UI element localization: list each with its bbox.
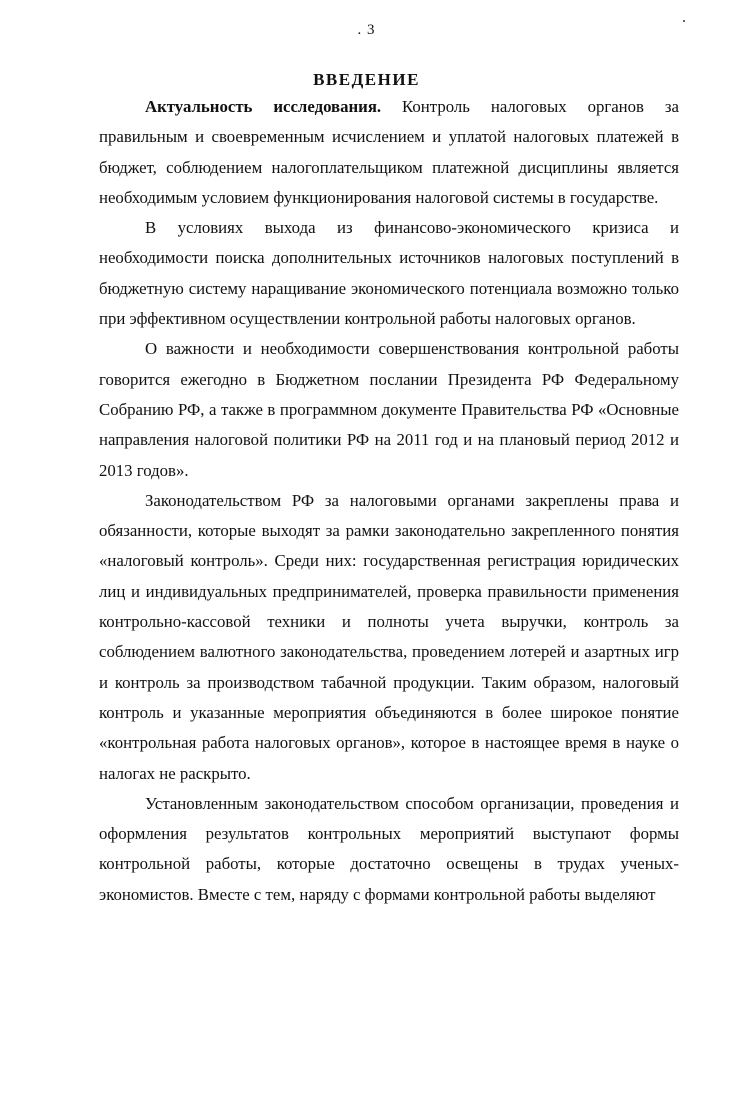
document-body — [99, 92, 679, 910]
paragraph-forms: Установленным законодательством способом организации, проведения и оформления результатов контрольных мероприятий выступают формы контрольной работы, которые достаточно освещены в трудах ученых-экономистов. Вместе с тем, наряду с формами контрольной работы выделяют — [99, 793, 679, 904]
paragraph-legislation: Законодательством РФ за налоговыми органами закреплены права и обязанности, которые выходят за рамки законодательно закрепленного понятия «налоговый контроль». Среди них: государственная регистрация юридических лиц и индивидуальных предпринимателей, проверка правильности применения контрольно-кассовой техники и полноты учета выручки, контроль за соблюдением валютного законодательства, проведением лотерей и азартных игр и контроль за производством табачной продукции. Таким образом, налоговый контроль и указанные мероприятия объединяются в более широкое понятие «контрольная работа налоговых органов», которое в настоящее время в науке о налогах не раскрыто. — [99, 490, 679, 783]
section-title: ВВЕДЕНИЕ — [313, 70, 420, 89]
paragraph-importance: О важности и необходимости совершенствования контрольной работы говорится ежегодно в Бюджетном послании Президента РФ Федеральному Собранию РФ, а также в программном документе Правительства РФ «Основные направления налоговой политики РФ на 2011 год и на плановый период 2012 и 2013 годов». — [99, 339, 679, 480]
paragraph-lead: Актуальность исследования. — [145, 97, 382, 116]
paragraph-text: Контроль налоговых органов за правильным и своевременным исчислением и уплатой налоговых платежей в бюджет, соблюдением налогоплательщиком платежной дисциплины является необходимым условием функционирования налоговой системы в государстве. — [99, 97, 679, 207]
scan-speck — [683, 20, 685, 22]
paragraph-relevance — [99, 92, 679, 213]
page-number: . 3 — [357, 22, 376, 38]
paragraph-crisis: В условиях выхода из финансово-экономического кризиса и необходимости поиска дополнительных источников налоговых поступлений в бюджетную систему наращивание экономического потенциала возможно только при эффективном осуществлении контрольной работы налоговых органов. — [99, 218, 679, 329]
